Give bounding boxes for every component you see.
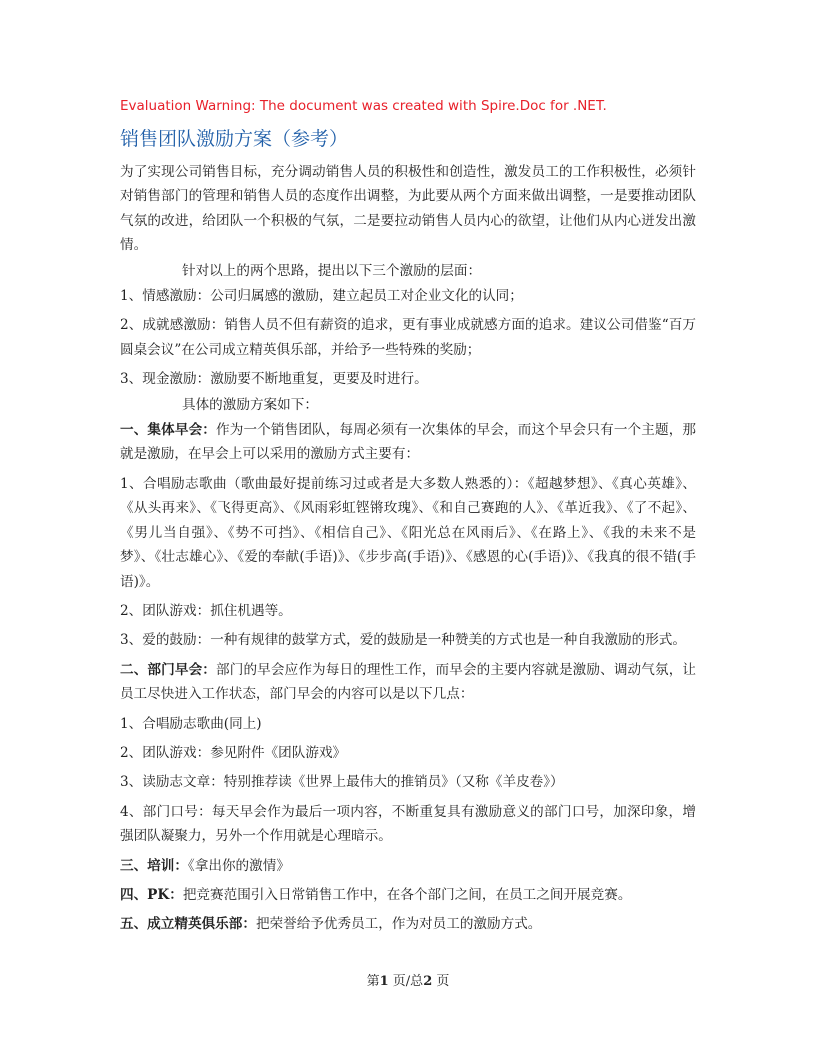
section-2-item-4: 4、部门口号：每天早会作为最后一项内容，不断重复具有激励意义的部门口号，加深印象，增强团队凝聚力，另外一个作用就是心理暗示。 [120,803,696,845]
section-1-paragraph [120,418,696,467]
section-5-heading: 五、成立精英俱乐部： [120,916,256,933]
section-2-heading: 二、部门早会： [120,661,217,678]
section-5-paragraph [120,912,696,936]
footer-middle: 页/总 [388,974,424,989]
section-3-heading: 三、培训： [120,857,188,874]
section-4-paragraph [120,883,696,907]
section-4-heading: 四、PK： [120,886,183,903]
section-3-text: 《拿出你的激情》 [187,857,290,874]
intro-paragraph: 为了实现公司销售目标，充分调动销售人员的积极性和创造性，激发员工的工作积极性，必须针对销售部门的管理和销售人员的态度作出调整，为此要从两个方面来做出调整，一是要推动团队气氛的改进，给团队一个积极的气氛，二是要拉动销售人员内心的欲望，让他们从内心迸发出激情。 [120,164,696,254]
footer-prefix: 第 [366,974,380,989]
section-3-paragraph [120,854,696,878]
section-5-text: 把荣誉给予优秀员工，作为对员工的激励方式。 [255,916,542,933]
section-1-item-2: 2、团队游戏：抓住机遇等。 [120,602,292,619]
section-4-text: 把竞赛范围引入日常销售工作中，在各个部门之间，在员工之间开展竞赛。 [182,886,632,903]
current-page-number: 1 [379,974,389,989]
section-2-item-2: 2、团队游戏：参见附件《团队游戏》 [120,744,347,761]
section-2-item-3: 3、读励志文章：特别推荐读《世界上最伟大的推销员》（又称《羊皮卷》） [120,774,564,791]
document-body [120,160,696,942]
section-1-heading: 一、集体早会： [120,422,217,439]
section-1-item-1: 1、合唱励志歌曲（歌曲最好提前练习过或者是大多数人熟悉的）：《超越梦想》、《真心英雄》、《从头再来》、《飞得更高》、《风雨彩虹铿锵玫瑰》、《和自己赛跑的人》、《革近我》、《了不起》、《男儿当自强》、《势不可挡》、《相信自己》、《阳光总在风雨后》、《在路上》、《我的未来不是梦》、《壮志雄心》、《爱的奉献(手语)》、《步步高(手语)》、《感恩的心(手语)》、《我真的很不错(手语)》。 [120,475,696,590]
section-1-text: 作为一个销售团队，每周必须有一次集体的早会，而这个早会只有一个主题，那就是激励，在早会上可以采用的激励方式主要有： [120,422,697,463]
evaluation-warning: Evaluation Warning: The document was created with Spire.Doc for .NET. [120,98,607,114]
section-2-text: 部门的早会应作为每日的理性工作，而早会的主要内容就是激励、调动气氛，让员工尽快进入工作状态，部门早会的内容可以是以下几点： [120,661,697,703]
total-pages-number: 2 [423,974,433,989]
level-1-paragraph: 1、情感激励：公司归属感的激励，建立起员工对企业文化的认同； [120,288,523,305]
footer-suffix: 页 [432,974,450,989]
document-title: 销售团队激励方案（参考） [120,128,349,150]
section-2-item-1: 1、合唱励志歌曲(同上) [120,715,262,732]
section-1-item-3: 3、爱的鼓励：一种有规律的鼓掌方式，爱的鼓励是一种赞美的方式也是一种自我激励的形式。 [120,632,686,649]
page-footer [0,970,816,989]
plan-intro-paragraph: 具体的激励方案如下： [182,396,318,413]
levels-intro-paragraph: 针对以上的两个思路，提出以下三个激励的层面： [182,262,482,279]
section-2-paragraph [120,658,696,707]
level-3-paragraph: 3、现金激励：激励要不断地重复，更要及时进行。 [120,371,428,388]
level-2-paragraph: 2、成就感激励：销售人员不但有薪资的追求，更有事业成就感方面的追求。建议公司借鉴“百万圆桌会议”在公司成立精英俱乐部，并给予一些特殊的奖励； [120,317,696,358]
